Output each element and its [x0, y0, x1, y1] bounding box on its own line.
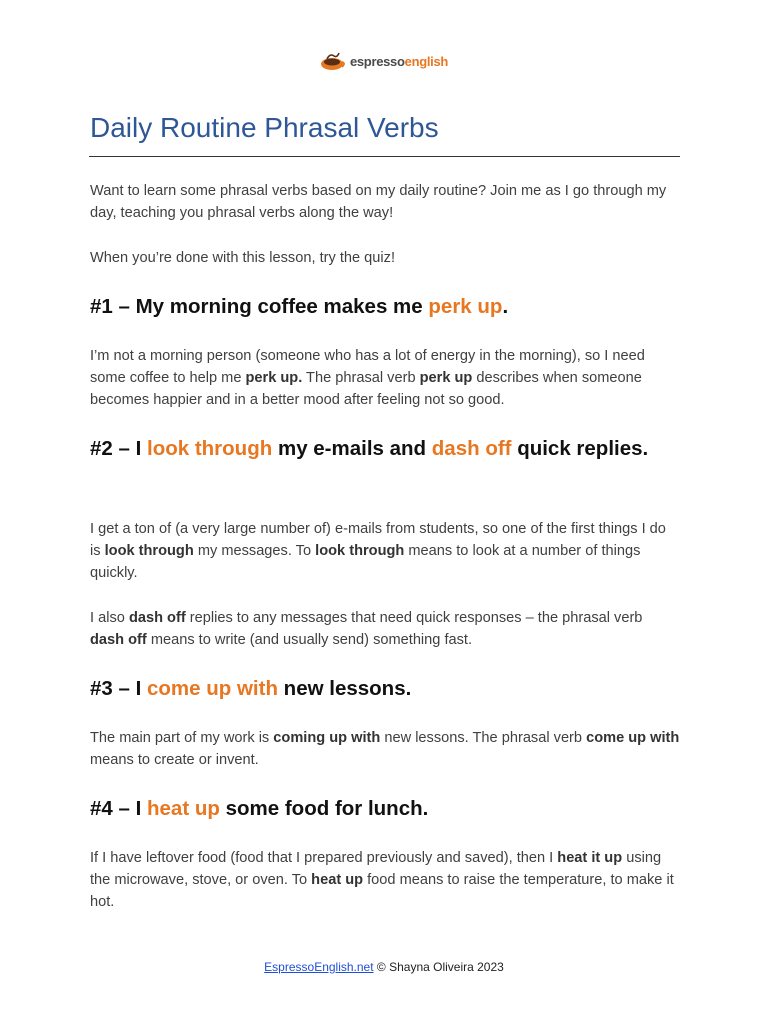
section-body-1: I’m not a morning person (someone who has a lot of energy in the morning), so I need some coffee to help me perk up. The phrasal verb perk up describes when someone becomes happier and in a better mood after feeling not so good.: [90, 348, 645, 408]
footer-site-link[interactable]: EspressoEnglish.net: [264, 960, 374, 974]
section-body-2b: I also dash off replies to any messages that need quick responses – the phrasal verb dash off means to write (and usually send) something fast.: [90, 610, 643, 648]
section-heading-4: #4 – I heat up some food for lunch.: [90, 797, 429, 820]
logo-wordmark: espressoenglish: [349, 53, 449, 69]
phrasal-verb-highlight: come up with: [147, 677, 278, 700]
footer-copyright: © Shayna Oliveira 2023: [373, 960, 504, 974]
brand-logo: [0, 46, 768, 76]
coffee-cup-icon: [320, 50, 346, 72]
section-heading-1: #1 – My morning coffee makes me perk up.: [90, 295, 509, 318]
intro-paragraph: Want to learn some phrasal verbs based on my daily routine? Join me as I go through my day, teaching you phrasal verbs along the way!: [90, 183, 667, 221]
section-heading-3: #3 – I come up with new lessons.: [90, 677, 412, 700]
title-divider: [89, 156, 680, 157]
page-footer: [0, 960, 768, 974]
page-title: Daily Routine Phrasal Verbs: [90, 112, 439, 143]
phrasal-verb-highlight: dash off: [431, 437, 512, 460]
quiz-note: When you’re done with this lesson, try the quiz!: [90, 250, 396, 266]
section-body-4: If I have leftover food (food that I prepared previously and saved), then I heat it up using the microwave, stove, or oven. To heat up food means to raise the temperature, to make it hot.: [90, 850, 674, 910]
phrasal-verb-highlight: heat up: [147, 797, 220, 820]
phrasal-verb-highlight: perk up: [428, 295, 503, 318]
phrasal-verb-highlight: look through: [147, 437, 273, 460]
section-body-2: I get a ton of (a very large number of) e-mails from students, so one of the first things I do is look through my messages. To look through means to look at a number of things quickly.: [90, 521, 666, 581]
section-heading-2: #2 – I look through my e-mails and dash off quick replies.: [90, 437, 649, 460]
section-body-3: The main part of my work is coming up with new lessons. The phrasal verb come up with means to create or invent.: [90, 730, 680, 768]
